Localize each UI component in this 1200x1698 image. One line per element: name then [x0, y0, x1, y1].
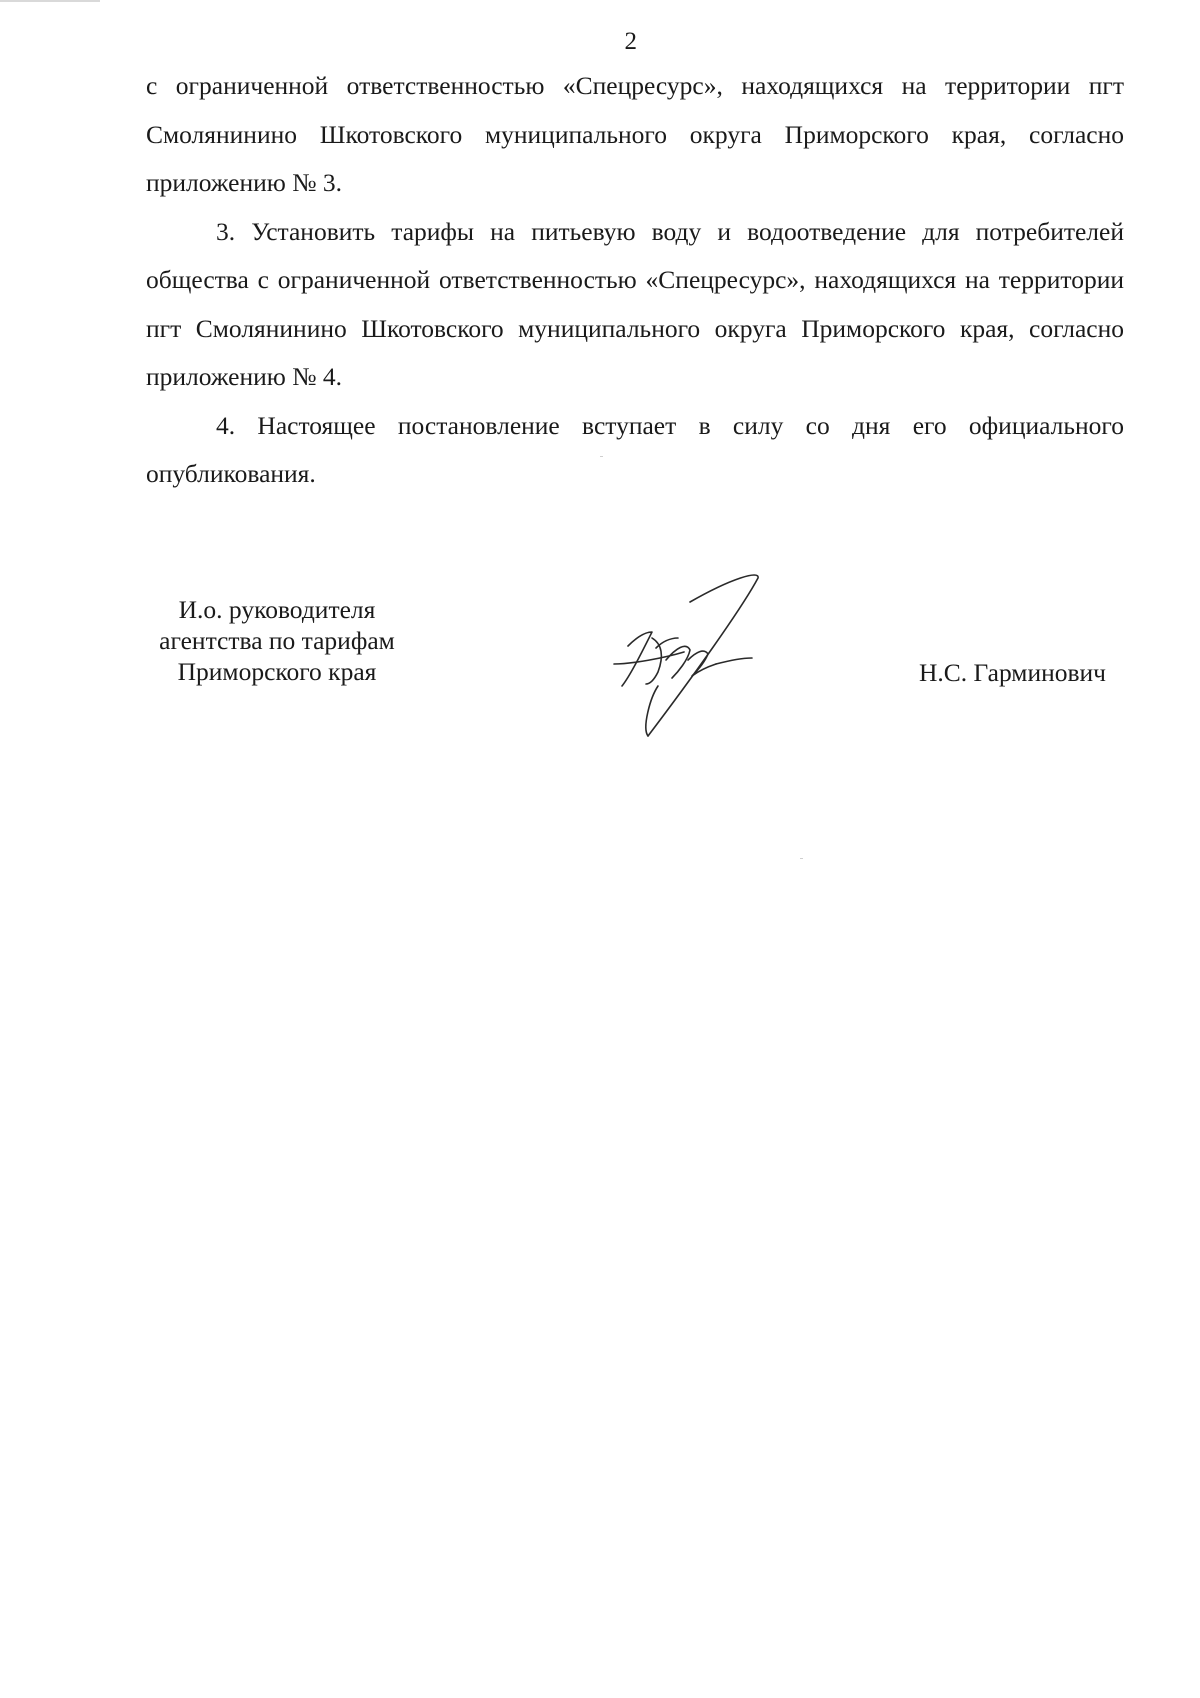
- signatory-title: [146, 594, 408, 687]
- scan-edge-mark: [0, 0, 100, 2]
- paragraph-item-4: 4. Настоящее постановление вступает в силу со дня его официального опубликования.: [146, 410, 1124, 488]
- signatory-name: Н.С. Гарминович: [918, 658, 1106, 687]
- document-body: [146, 62, 1124, 499]
- handwritten-signature-icon: [592, 568, 812, 758]
- page-number: 2: [624, 28, 638, 55]
- scan-speck: [600, 456, 603, 457]
- scan-speck: [800, 858, 803, 859]
- signatory-title-line: И.о. руководителя: [178, 595, 376, 624]
- paragraph-continuation: с ограниченной ответственностью «Спецресурс», находящихся на территории пгт Смолянинино Шкотовского муниципального округа Приморского края, согласно приложению № 3.: [146, 71, 1124, 197]
- signatory-title-line: агентства по тарифам: [159, 626, 395, 655]
- paragraph-item-3: 3. Установить тарифы на питьевую воду и водоотведение для потребителей общества с ограниченной ответственностью «Спецресурс», находящихся на территории пгт Смолянинино Шкотовского муниципального округа Приморского края, согласно приложению № 4.: [146, 216, 1124, 391]
- signatory-title-line: Приморского края: [177, 657, 377, 686]
- signature-block: [136, 594, 1106, 744]
